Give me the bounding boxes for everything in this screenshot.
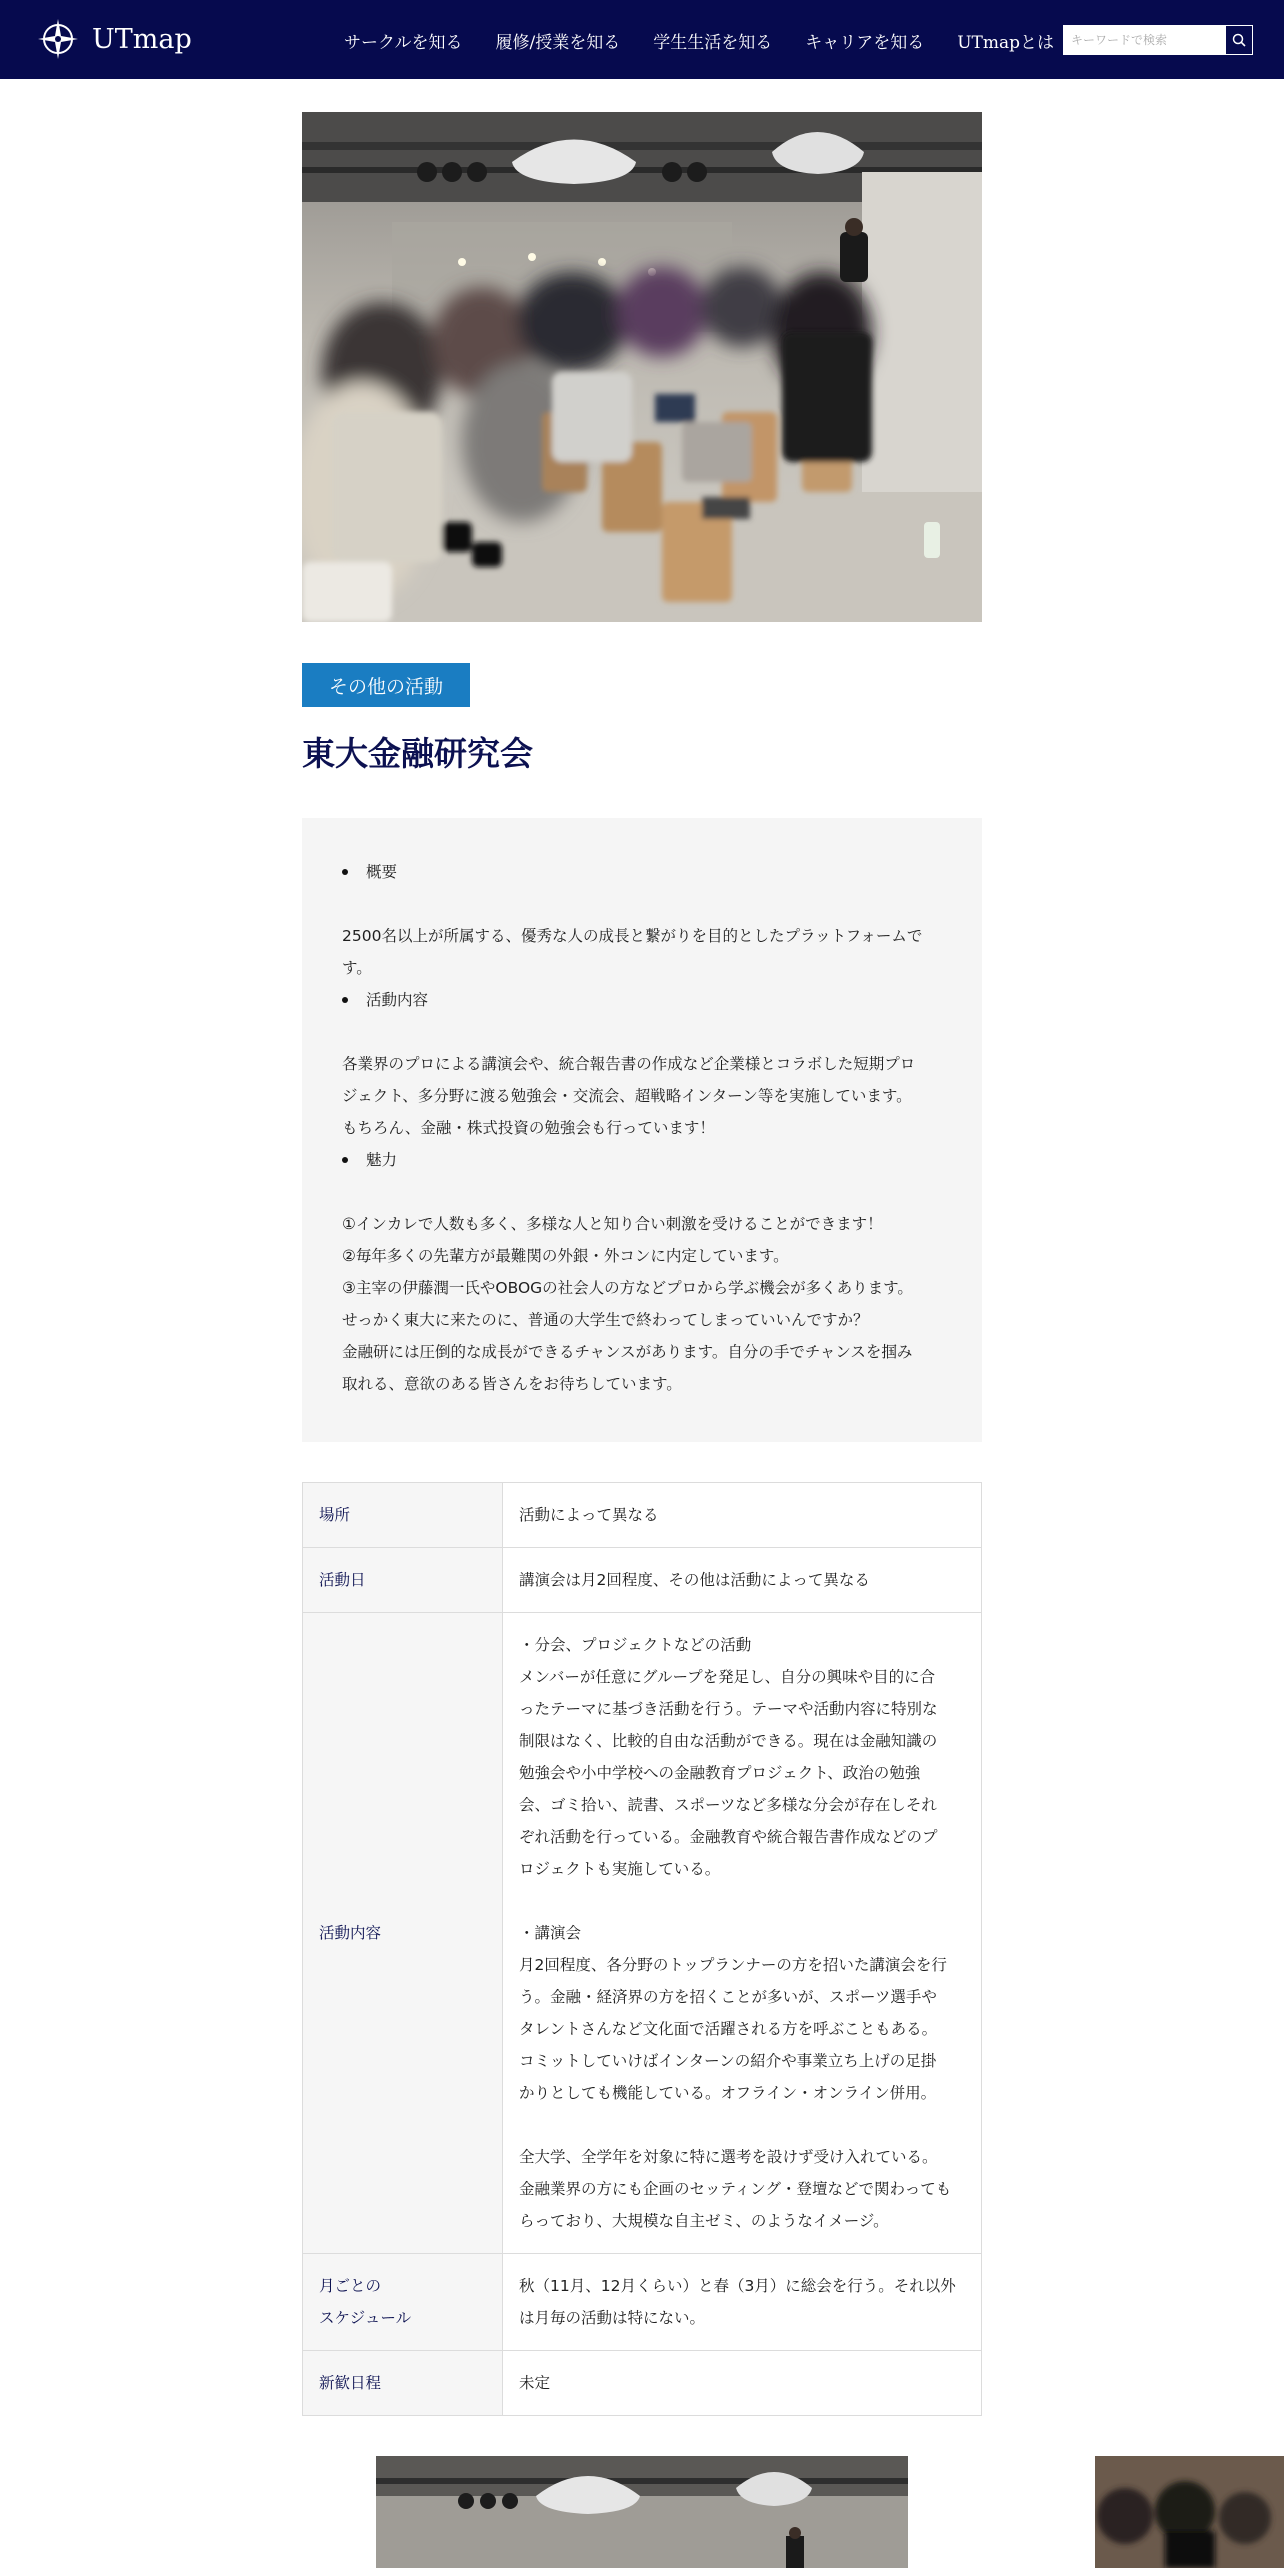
nav-item-courses[interactable]: 履修/授業を知る bbox=[495, 32, 621, 53]
info-table-row bbox=[303, 1613, 982, 2254]
info-table-line: 未定 bbox=[519, 2374, 551, 2392]
seminar-room-photo bbox=[302, 112, 982, 622]
info-table-line: ったテーマに基づき活動を行う。テーマや活動内容に特別な bbox=[519, 1700, 938, 1718]
description-heading: 概要 bbox=[342, 856, 942, 888]
category-tag[interactable]: その他の活動 bbox=[302, 663, 470, 707]
nav-item-about[interactable]: UTmapとは bbox=[957, 32, 1055, 53]
info-table-value bbox=[503, 2254, 982, 2351]
info-table-line: 会、ゴミ拾い、読書、スポーツなど多様な分会が存在しそれ bbox=[519, 1796, 937, 1814]
info-table-row bbox=[303, 1483, 982, 1548]
hero-photo bbox=[302, 112, 982, 622]
info-table-value bbox=[503, 1548, 982, 1613]
info-table-line: ・講演会 bbox=[519, 1924, 582, 1942]
info-table bbox=[302, 1482, 982, 2416]
info-table-line: コミットしていけばインターンの紹介や事業立ち上げの足掛 bbox=[519, 2052, 937, 2070]
compass-logo-icon bbox=[36, 17, 80, 61]
info-table-line: かりとしても機能している。オフライン・オンライン併用。 bbox=[519, 2084, 937, 2102]
info-table-line: メンバーが任意にグループを発足し、自分の興味や目的に合 bbox=[519, 1668, 936, 1686]
info-table-row bbox=[303, 2254, 982, 2351]
gallery-image-2[interactable] bbox=[1095, 2456, 1284, 2568]
description-box bbox=[302, 818, 982, 1442]
info-table-line: う。金融・経済界の方を招くことが多いが、スポーツ選手や bbox=[519, 1988, 937, 2006]
logo[interactable] bbox=[36, 14, 192, 64]
seminar-room-thumbnail bbox=[376, 2456, 908, 2568]
info-table-label: 活動内容 bbox=[303, 1613, 503, 2254]
info-table-line: 制限はなく、比較的自由な活動ができる。現在は金融知識の bbox=[519, 1732, 938, 1750]
description-line: ②毎年多くの先輩方が最難関の外銀・外コンに内定しています。 bbox=[342, 1247, 789, 1265]
info-table-label: 新歓日程 bbox=[303, 2351, 503, 2416]
logo-text: UTmap bbox=[92, 23, 192, 55]
search-icon bbox=[1232, 33, 1246, 47]
info-table-line: 金融業界の方にも企画のセッティング・登壇などで関わっても bbox=[519, 2180, 952, 2198]
info-table-line: は月毎の活動は特にない。 bbox=[519, 2309, 706, 2327]
info-table-row bbox=[303, 2351, 982, 2416]
info-table-value bbox=[503, 2351, 982, 2416]
description-line: もちろん、金融・株式投資の勉強会も行っています！ bbox=[342, 1119, 715, 1137]
search-input[interactable] bbox=[1063, 25, 1225, 55]
info-table-line: 秋（11月、12月くらい）と春（3月）に総会を行う。それ以外 bbox=[519, 2277, 956, 2295]
site-header bbox=[0, 0, 1284, 79]
description-line: 取れる、意欲のある皆さんをお待ちしています。 bbox=[342, 1375, 682, 1393]
group-photo-thumbnail bbox=[1095, 2456, 1284, 2568]
nav-item-student-life[interactable]: 学生生活を知る bbox=[653, 32, 773, 53]
info-table-line: 活動によって異なる bbox=[519, 1506, 659, 1524]
description-heading: 魅力 bbox=[342, 1144, 942, 1176]
gallery-image-1[interactable] bbox=[376, 2456, 908, 2568]
info-table-line: ロジェクトも実施している。 bbox=[519, 1860, 721, 1878]
info-table-row bbox=[303, 1548, 982, 1613]
description-line: す。 bbox=[342, 959, 372, 977]
nav-item-career[interactable]: キャリアを知る bbox=[805, 32, 925, 53]
info-table-line: 月2回程度、各分野のトップランナーの方を招いた講演会を行 bbox=[519, 1956, 947, 1974]
main-nav bbox=[344, 24, 1087, 56]
info-table-line: ・分会、プロジェクトなどの活動 bbox=[519, 1636, 752, 1654]
info-table-label: 活動日 bbox=[303, 1548, 503, 1613]
description-line: 各業界のプロによる講演会や、統合報告書の作成など企業様とコラボした短期プロ bbox=[342, 1055, 916, 1073]
search-box bbox=[1063, 25, 1253, 55]
nav-item-circles[interactable]: サークルを知る bbox=[344, 32, 463, 53]
description-spacer bbox=[342, 888, 942, 920]
description-line: 金融研には圧倒的な成長ができるチャンスがあります。自分の手でチャンスを掴み bbox=[342, 1343, 913, 1361]
info-table-line: ぞれ活動を行っている。金融教育や統合報告書作成などのプ bbox=[519, 1828, 938, 1846]
info-table-line: らっており、大規模な自主ゼミ、のようなイメージ。 bbox=[519, 2212, 889, 2230]
description-spacer bbox=[342, 1016, 942, 1048]
search-button[interactable] bbox=[1225, 25, 1253, 55]
description-line: ①インカレで人数も多く、多様な人と知り合い刺激を受けることができます！ bbox=[342, 1215, 883, 1233]
description-spacer bbox=[342, 1176, 942, 1208]
page-title: 東大金融研究会 bbox=[302, 734, 533, 773]
info-table-line: タレントさんなど文化面で活躍される方を呼ぶこともある。 bbox=[519, 2020, 938, 2038]
info-table-label: 月ごとの スケジュール bbox=[303, 2254, 503, 2351]
description-heading: 活動内容 bbox=[342, 984, 942, 1016]
info-table-label: 場所 bbox=[303, 1483, 503, 1548]
description-line: ジェクト、多分野に渡る勉強会・交流会、超戦略インターン等を実施しています。 bbox=[342, 1087, 912, 1105]
info-table-line: 講演会は月2回程度、その他は活動によって異なる bbox=[519, 1571, 870, 1589]
info-table-line bbox=[519, 1885, 965, 1917]
info-table-line: 全大学、全学年を対象に特に選考を設けず受け入れている。 bbox=[519, 2148, 938, 2166]
description-line: 2500名以上が所属する、優秀な人の成長と繋がりを目的としたプラットフォームで bbox=[342, 927, 923, 945]
info-table-value bbox=[503, 1613, 982, 2254]
info-table-line: 勉強会や小中学校への金融教育プロジェクト、政治の勉強 bbox=[519, 1764, 921, 1782]
description-line: ③主宰の伊藤潤一氏やOBOGの社会人の方などプロから学ぶ機会が多くあります。 bbox=[342, 1279, 913, 1297]
description-line: せっかく東大に来たのに、普通の大学生で終わってしまっていいんですか？ bbox=[342, 1311, 869, 1329]
info-table-line bbox=[519, 2109, 965, 2141]
info-table-value bbox=[503, 1483, 982, 1548]
